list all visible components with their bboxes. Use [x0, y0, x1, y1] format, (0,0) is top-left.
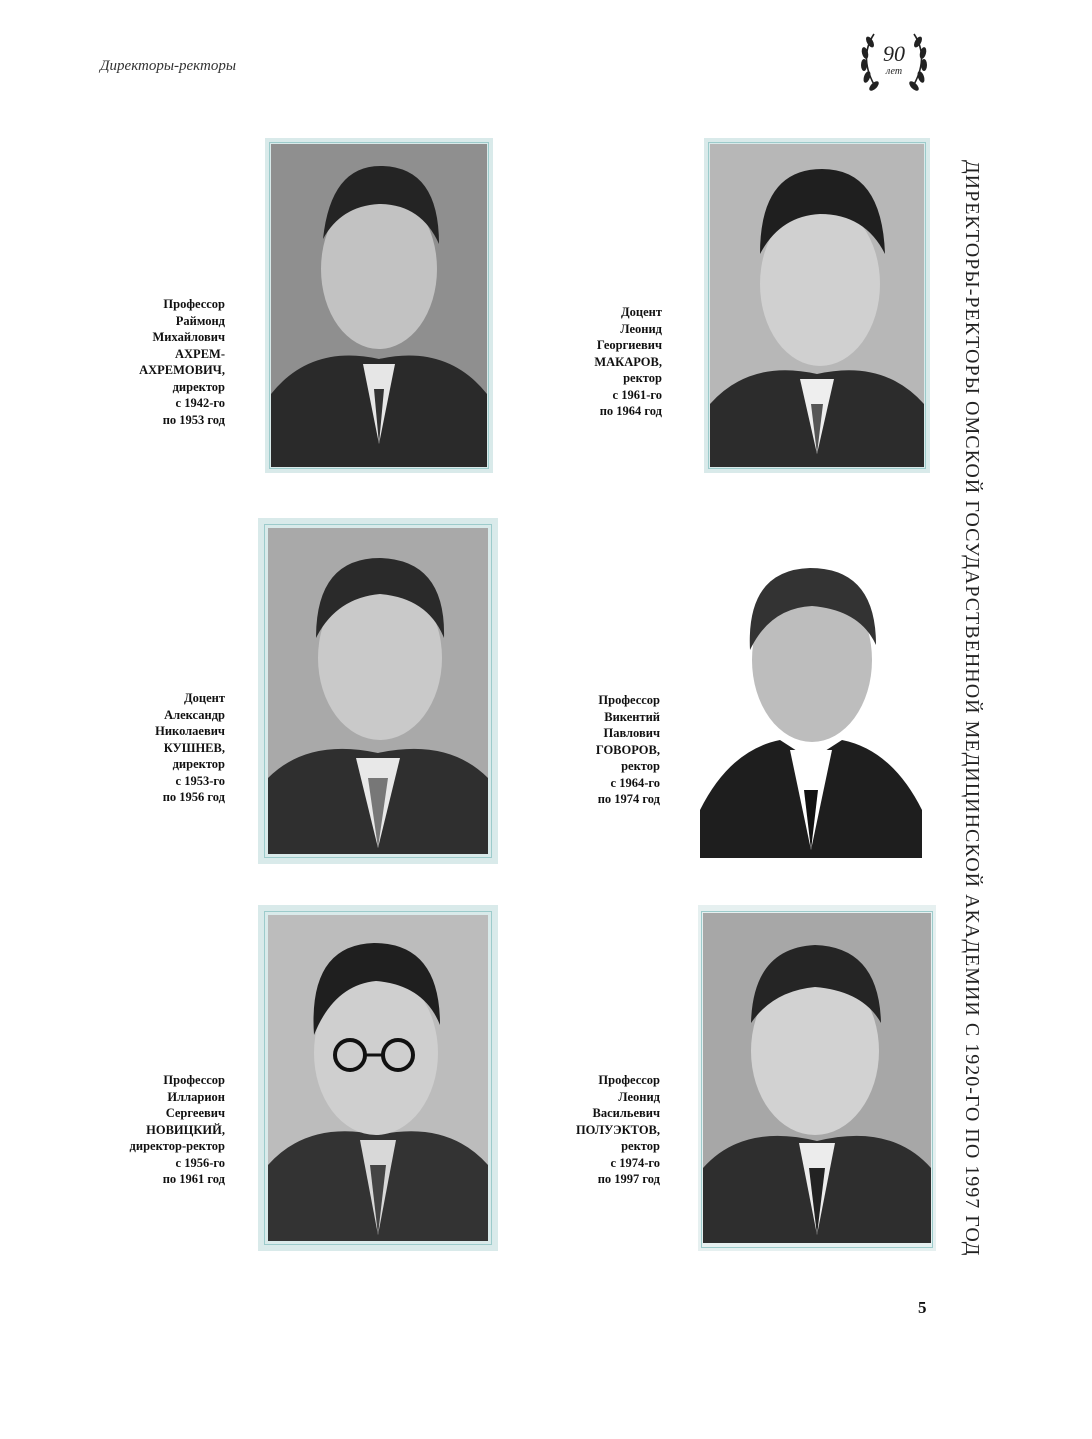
portrait-caption: Профессор Раймонд Михайлович АХРЕМ- АХРЕМОВИЧ, директор с 1942-го по 1953 год	[139, 297, 225, 427]
portrait-photo	[704, 138, 930, 473]
portrait-caption: Доцент Александр Николаевич КУШНЕВ, директор с 1953-го по 1956 год	[155, 691, 225, 804]
running-head: Директоры-ректоры	[100, 58, 236, 74]
portrait-caption: Профессор Викентий Павлович ГОВОРОВ, ректор с 1964-го по 1974 год	[595, 693, 660, 806]
portrait-photo	[258, 905, 498, 1251]
portrait-photo	[265, 138, 493, 473]
portrait-caption: Профессор Леонид Васильевич ПОЛУЭКТОВ, ректор с 1974-го по 1997 год	[575, 1073, 660, 1186]
portrait-photo	[258, 518, 498, 864]
anniversary-emblem	[850, 22, 938, 102]
page-number: 5	[918, 1298, 927, 1317]
side-title: ДИРЕКТОРЫ-РЕКТОРЫ ОМСКОЙ ГОСУДАРСТВЕННОЙ МЕДИЦИНСКОЙ АКАДЕМИИ С 1920-ГО ПО 1997 ГОД	[961, 160, 983, 1257]
portrait-photo	[700, 550, 922, 858]
portrait-photo	[698, 905, 936, 1251]
portrait-caption: Профессор Илларион Сергеевич НОВИЦКИЙ, директор-ректор с 1956-го по 1961 год	[129, 1073, 225, 1186]
svg-text:90: 90	[883, 41, 905, 66]
portrait-caption: Доцент Леонид Георгиевич МАКАРОВ, ректор с 1961-го по 1964 год	[594, 305, 662, 418]
svg-text:лет: лет	[885, 66, 903, 77]
laurel-wreath-icon	[850, 22, 938, 102]
